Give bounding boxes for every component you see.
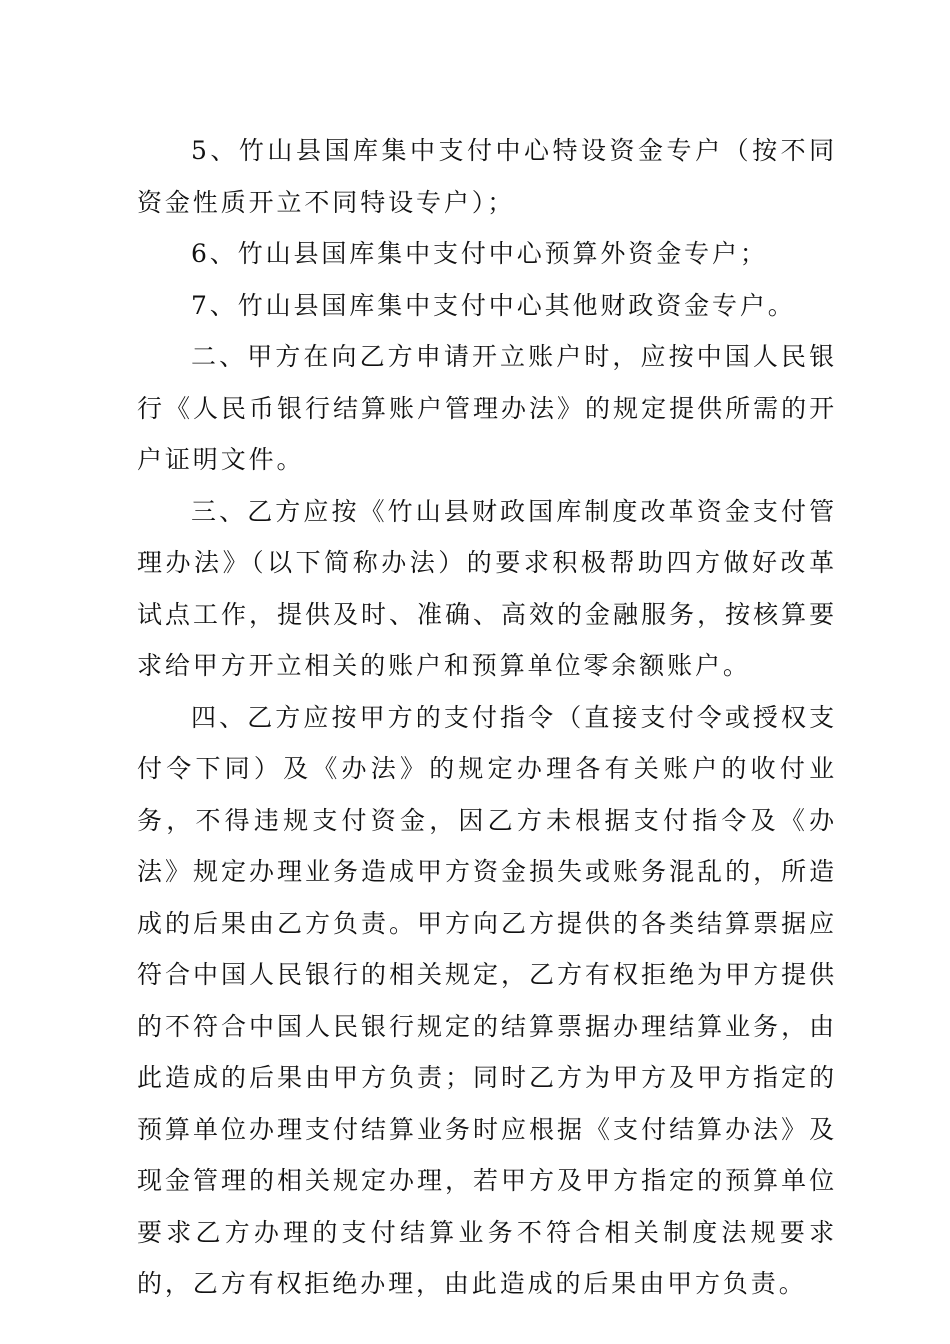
paragraph-clause-3: 三、乙方应按《竹山县财政国库制度改革资金支付管理办法》（以下简称办法）的要求积极帮助四方做好改革试点工作，提供及时、准确、高效的金融服务，按核算要求给甲方开立相关的账户和预算单位零余额账户。 (137, 496, 837, 680)
paragraph-item-7: 7、竹山县国库集中支付中心其他财政资金专户。 (191, 290, 796, 320)
paragraph-item-6: 6、竹山县国库集中支付中心预算外资金专户； (191, 239, 768, 268)
paragraph-clause-2: 二、甲方在向乙方申请开立账户时，应按中国人民银行《人民币银行结算账户管理办法》的规定提供所需的开户证明文件。 (137, 342, 837, 474)
paragraph-item-5: 5、竹山县国库集中支付中心特设资金专户（按不同资金性质开立不同特设专户）； (137, 136, 837, 217)
document-body (137, 125, 837, 1310)
paragraph-clause-4: 四、乙方应按甲方的支付指令（直接支付令或授权支付令下同）及《办法》的规定办理各有关账户的收付业务，不得违规支付资金，因乙方未根据支付指令及《办法》规定办理业务造成甲方资金损失或账务混乱的，所造成的后果由乙方负责。甲方向乙方提供的各类结算票据应符合中国人民银行的相关规定，乙方有权拒绝为甲方提供的不符合中国人民银行规定的结算票据办理结算业务，由此造成的后果由甲方负责；同时乙方为甲方及甲方指定的预算单位办理支付结算业务时应根据《支付结算办法》及现金管理的相关规定办理，若甲方及甲方指定的预算单位要求乙方办理的支付结算业务不符合相关制度法规要求的，乙方有权拒绝办理，由此造成的后果由甲方负责。 (137, 702, 837, 1298)
